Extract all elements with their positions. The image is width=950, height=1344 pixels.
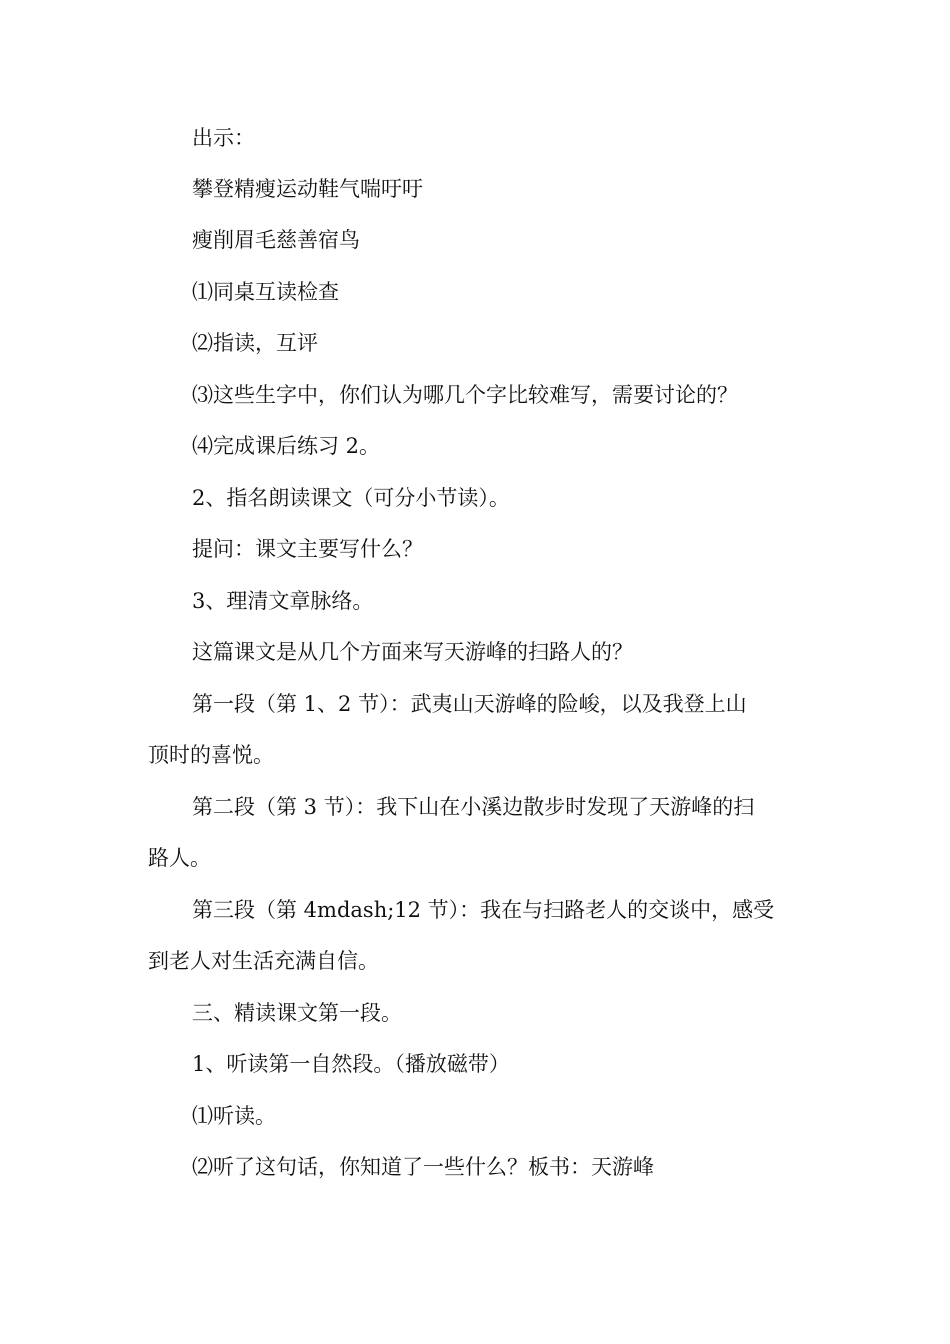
text-line: ⑴同桌互读检查 bbox=[192, 280, 339, 304]
text-line: 第二段（第 3 节）：我下山在小溪边散步时发现了天游峰的扫 bbox=[192, 795, 755, 819]
text-line: 出示： bbox=[192, 126, 255, 150]
text-line: 1、听读第一自然段。（播放磁带） bbox=[192, 1052, 510, 1076]
text-line: 这篇课文是从几个方面来写天游峰的扫路人的？ bbox=[192, 640, 633, 664]
text-line: 攀登精瘦运动鞋气喘吁吁 bbox=[192, 177, 423, 201]
text-line: 2、指名朗读课文（可分小节读）。 bbox=[192, 486, 510, 510]
text-line: 顶时的喜悦。 bbox=[148, 743, 274, 767]
text-line: 3、理清文章脉络。 bbox=[192, 589, 374, 613]
text-line: 瘦削眉毛慈善宿鸟 bbox=[192, 228, 360, 252]
text-line: ⑵指读，互评 bbox=[192, 331, 318, 355]
text-line: ⑶这些生字中，你们认为哪几个字比较难写，需要讨论的？ bbox=[192, 383, 738, 407]
text-line: 第一段（第 1、2 节）：武夷山天游峰的险峻，以及我登上山 bbox=[192, 692, 747, 716]
text-line: 第三段（第 4mdash;12 节）：我在与扫路老人的交谈中，感受 bbox=[192, 898, 775, 922]
text-line: 提问：课文主要写什么？ bbox=[192, 537, 423, 561]
text-line: 路人。 bbox=[148, 846, 211, 870]
text-line: 到老人对生活充满自信。 bbox=[148, 949, 379, 973]
text-line: ⑴听读。 bbox=[192, 1104, 276, 1128]
text-line: ⑵听了这句话，你知道了一些什么？板书：天游峰 bbox=[192, 1155, 654, 1179]
text-line: 三、精读课文第一段。 bbox=[192, 1001, 402, 1025]
text-line: ⑷完成课后练习 2。 bbox=[192, 434, 381, 458]
